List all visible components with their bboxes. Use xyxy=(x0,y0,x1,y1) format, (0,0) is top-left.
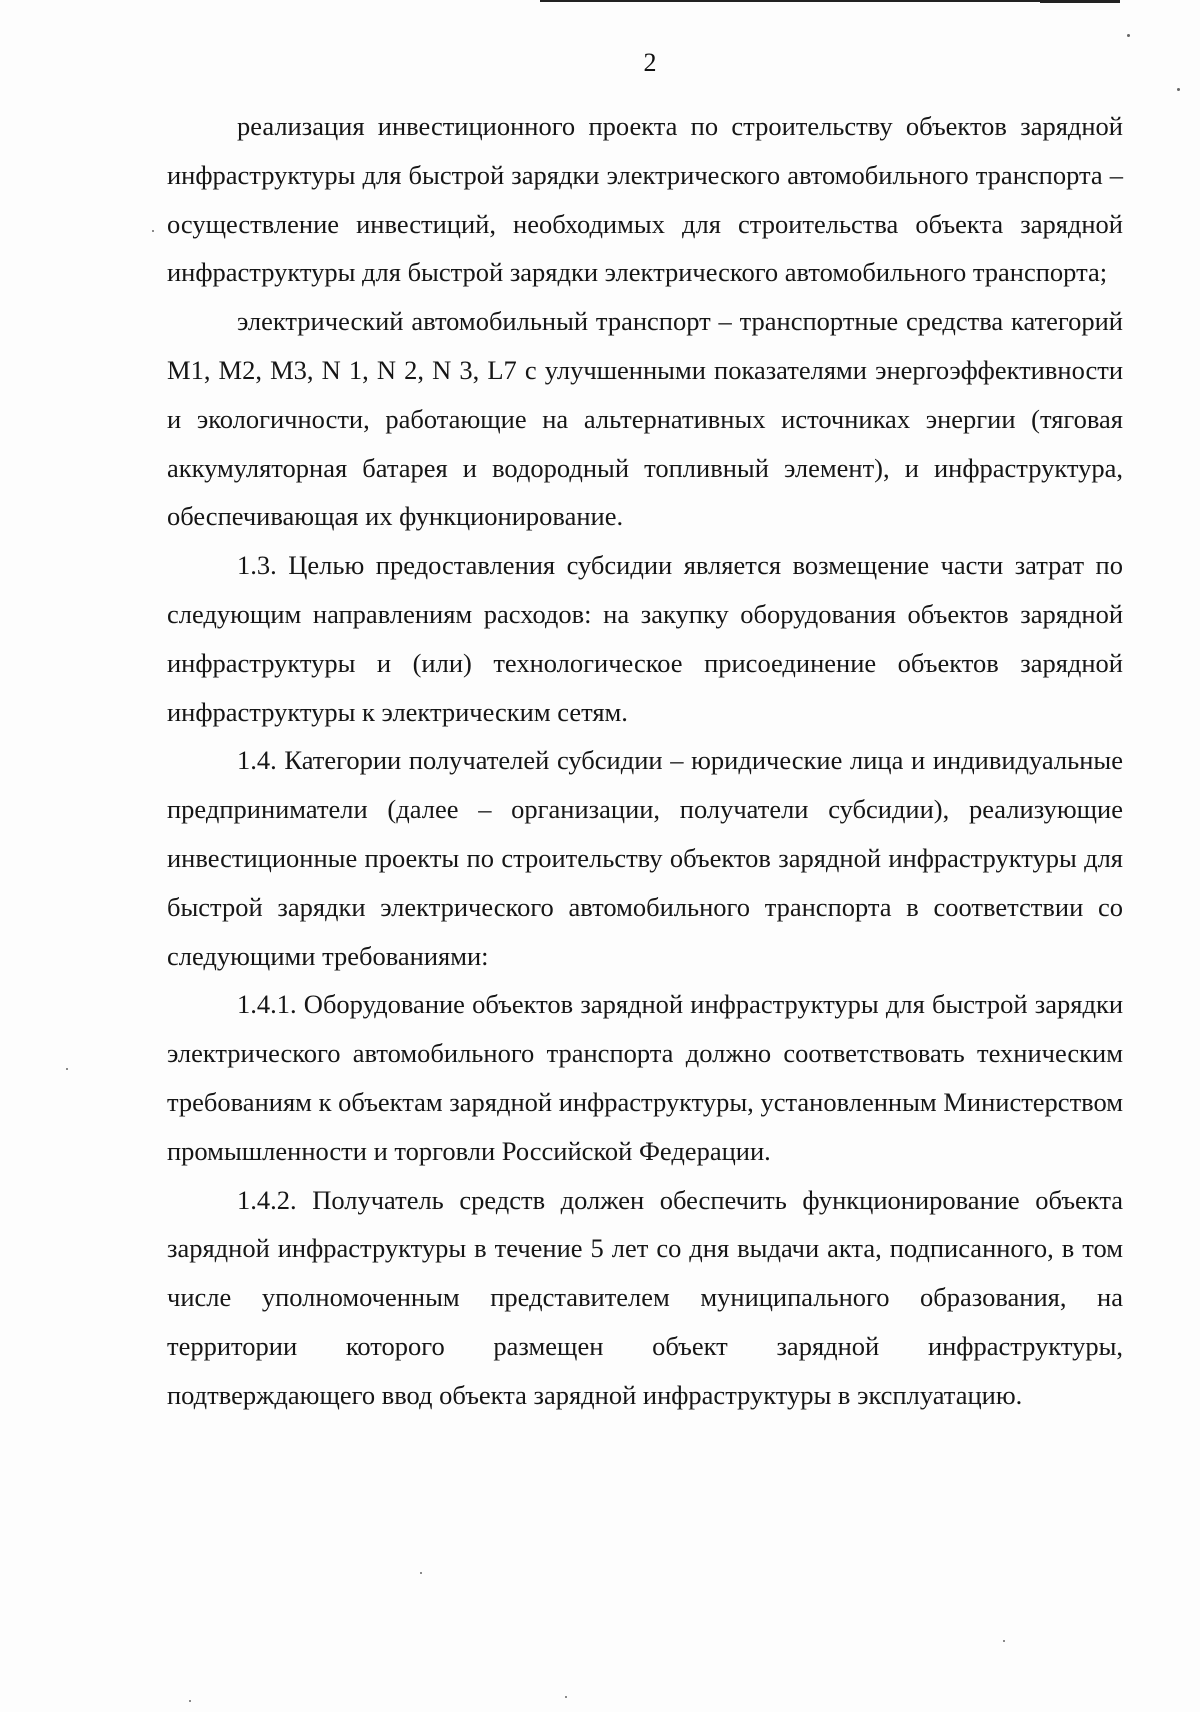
scan-speck xyxy=(420,1572,422,1574)
top-rule-right xyxy=(1040,0,1120,3)
page-number: 2 xyxy=(643,48,657,77)
paragraph-electric-transport-definition: электрический автомобильный транспорт – транспортные средства категорий M1, M2, M3, N 1, N 2, N 3, L7 с улучшенными показателями энергоэффективности и экологичности, работающие на альтернативных источниках энергии (тяговая аккумуляторная батарея и водородный топливный элемент), и инфраструктура, обеспечивающая их функционирование. xyxy=(167,306,1123,532)
top-rule xyxy=(540,0,1040,2)
paragraph-investment-definition: реализация инвестиционного проекта по строительству объектов зарядной инфраструктуры для быстрой зарядки электрического автомобильного транспорта – осуществление инвестиций, необходимых для строительства объекта зарядной инфраструктуры для быстрой зарядки электрического автомобильного транспорта; xyxy=(167,111,1123,288)
paragraph-1-4-2: 1.4.2. Получатель средств должен обеспечить функционирование объекта зарядной инфраструктуры в течение 5 лет со дня выдачи акта, подписанного, в том числе уполномоченным представителем муниципального образования, на территории которого размещен объект зарядной инфраструктуры, подтверждающего ввод объекта зарядной инфраструктуры в эксплуатацию. xyxy=(167,1184,1123,1410)
paragraph-1-4: 1.4. Категории получателей субсидии – юридические лица и индивидуальные предприниматели (далее – организации, получатели субсидии), реализующие инвестиционные проекты по строительству объектов зарядной инфраструктуры для быстрой зарядки электрического автомобильного транспорта в соответствии со следующими требованиями: xyxy=(167,745,1123,971)
document-body xyxy=(167,102,1123,1420)
scan-speck xyxy=(66,1068,68,1070)
scan-speck xyxy=(152,230,154,232)
scan-speck xyxy=(1177,88,1180,91)
scan-speck xyxy=(1003,1640,1005,1642)
scan-speck xyxy=(1127,34,1130,37)
paragraph-1-3: 1.3. Целью предоставления субсидии является возмещение части затрат по следующим направлениям расходов: на закупку оборудования объектов зарядной инфраструктуры и (или) технологическое присоединение объектов зарядной инфраструктуры к электрическим сетям. xyxy=(167,550,1123,727)
scan-speck xyxy=(189,1700,191,1702)
paragraph-1-4-1: 1.4.1. Оборудование объектов зарядной инфраструктуры для быстрой зарядки электрического автомобильного транспорта должно соответствовать техническим требованиям к объектам зарядной инфраструктуры, установленным Министерством промышленности и торговли Российской Федерации. xyxy=(167,989,1123,1166)
scan-speck xyxy=(565,1696,567,1698)
